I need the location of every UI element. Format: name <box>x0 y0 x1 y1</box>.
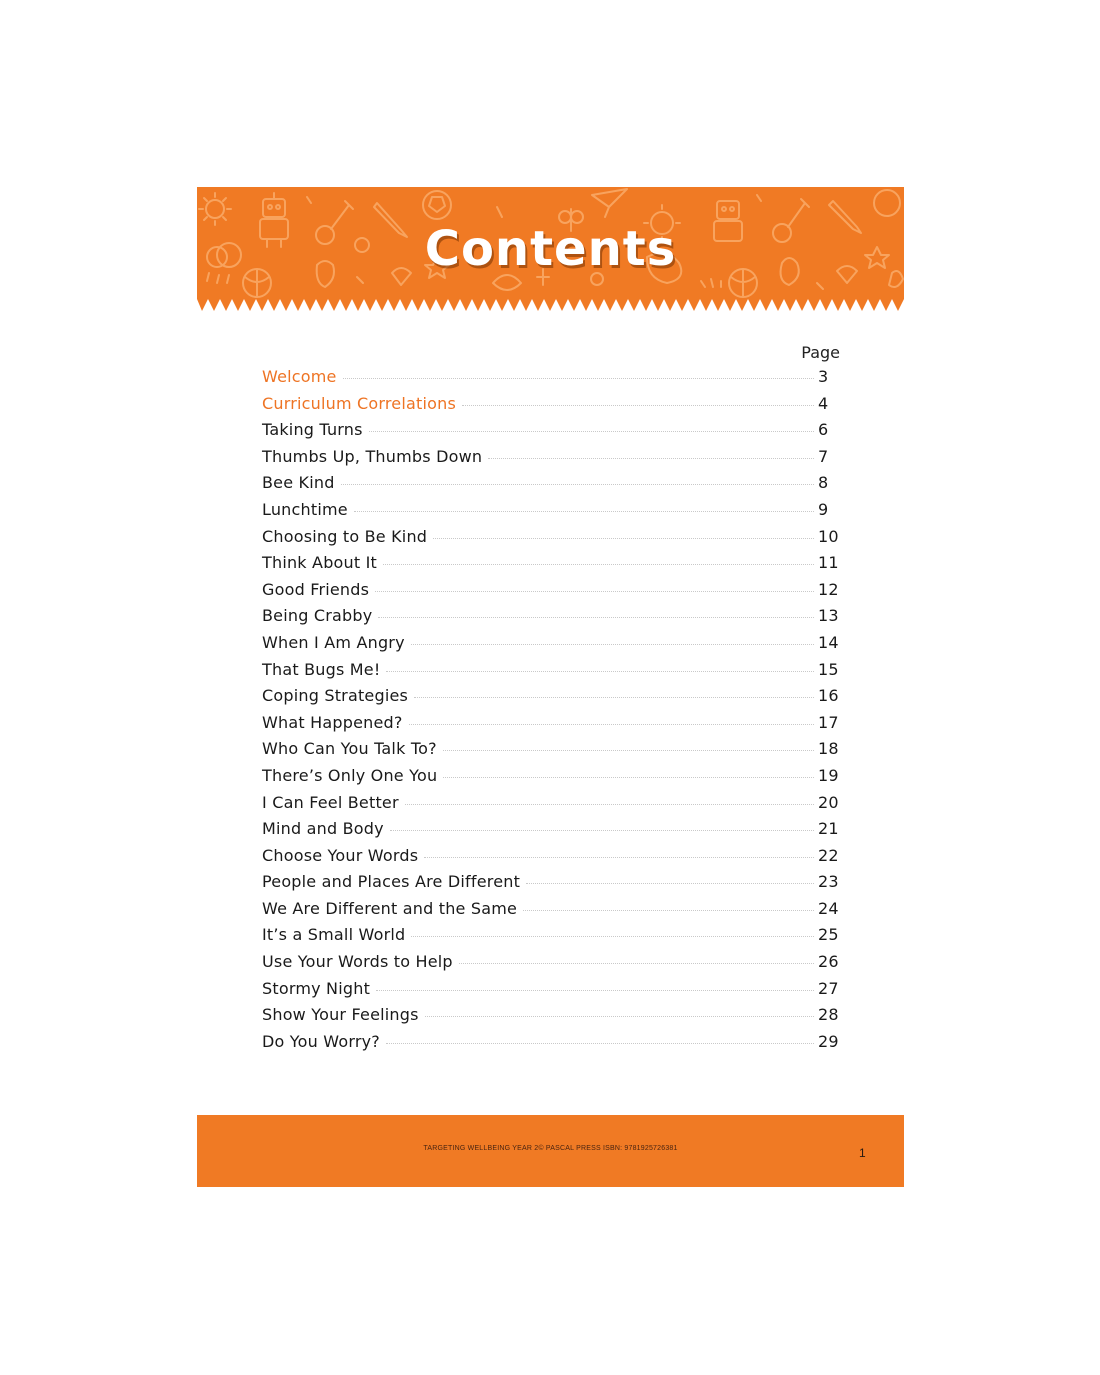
toc-entry-page: 17 <box>818 712 839 732</box>
toc-dot-leader <box>369 431 814 432</box>
toc-dot-leader <box>378 617 814 618</box>
table-of-contents <box>262 367 842 1058</box>
toc-entry-title: Curriculum Correlations <box>262 393 456 413</box>
toc-dot-leader <box>409 724 814 725</box>
toc-dot-leader <box>459 963 814 964</box>
toc-entry-page: 25 <box>818 925 839 945</box>
toc-dot-leader <box>386 1043 814 1044</box>
toc-dot-leader <box>411 644 814 645</box>
toc-entry-page: 28 <box>818 1005 839 1025</box>
toc-entry-page: 15 <box>818 659 839 679</box>
toc-entry-title: We Are Different and the Same <box>262 898 518 918</box>
toc-dot-leader <box>425 1016 814 1017</box>
toc-entry <box>262 500 842 527</box>
toc-entry-title: Who Can You Talk To? <box>262 739 437 759</box>
toc-entry-page: 29 <box>818 1031 839 1051</box>
toc-dot-leader <box>526 883 814 884</box>
toc-entry-title: Think About It <box>262 553 378 573</box>
toc-entry-title: Stormy Night <box>262 978 371 998</box>
toc-entry <box>262 606 842 633</box>
toc-entry-title: Coping Strategies <box>262 686 409 706</box>
toc-dot-leader <box>354 511 814 512</box>
toc-entry-page: 6 <box>818 420 829 440</box>
toc-entry-title: There’s Only One You <box>262 765 438 785</box>
toc-entry <box>262 553 842 580</box>
toc-entry-title: Show Your Feelings <box>262 1005 419 1025</box>
toc-entry-page: 14 <box>818 632 839 652</box>
toc-entry-page: 11 <box>818 553 839 573</box>
toc-entry <box>262 1032 842 1059</box>
toc-entry-page: 27 <box>818 978 839 998</box>
toc-entry <box>262 846 842 873</box>
contents-banner <box>197 187 904 312</box>
toc-entry <box>262 872 842 899</box>
toc-entry <box>262 899 842 926</box>
toc-entry-page: 18 <box>818 739 839 759</box>
toc-dot-leader <box>443 777 814 778</box>
toc-entry <box>262 420 842 447</box>
toc-entry-title: I Can Feel Better <box>262 792 399 812</box>
footer-copyright: TARGETING WELLBEING YEAR 2© PASCAL PRESS ISBN: 9781925726381 <box>423 1145 678 1152</box>
toc-entry-page: 8 <box>818 473 829 493</box>
toc-dot-leader <box>411 936 814 937</box>
toc-dot-leader <box>390 830 814 831</box>
toc-entry <box>262 793 842 820</box>
toc-entry <box>262 686 842 713</box>
toc-entry-title: Choosing to Be Kind <box>262 526 428 546</box>
toc-dot-leader <box>343 378 814 379</box>
toc-entry-title: That Bugs Me! <box>262 659 381 679</box>
toc-entry-page: 9 <box>818 499 829 519</box>
toc-entry <box>262 367 842 394</box>
toc-entry-title: Good Friends <box>262 579 370 599</box>
toc-entry <box>262 766 842 793</box>
toc-entry <box>262 394 842 421</box>
toc-dot-leader <box>523 910 814 911</box>
toc-entry-page: 24 <box>818 898 839 918</box>
toc-entry <box>262 739 842 766</box>
toc-dot-leader <box>462 405 814 406</box>
toc-entry <box>262 819 842 846</box>
toc-entry-page: 16 <box>818 686 839 706</box>
toc-entry-title: Being Crabby <box>262 606 373 626</box>
toc-entry-title: Use Your Words to Help <box>262 952 453 972</box>
toc-dot-leader <box>424 857 814 858</box>
toc-entry-title: Mind and Body <box>262 819 384 839</box>
toc-dot-leader <box>488 458 814 459</box>
toc-entry-title: Thumbs Up, Thumbs Down <box>262 446 483 466</box>
toc-dot-leader <box>383 564 814 565</box>
toc-entry-page: 4 <box>818 393 829 413</box>
toc-entry-page: 20 <box>818 792 839 812</box>
toc-entry <box>262 713 842 740</box>
footer-page-number: 1 <box>859 1146 866 1160</box>
toc-entry <box>262 633 842 660</box>
page-column-heading: Page <box>801 343 840 362</box>
toc-entry <box>262 473 842 500</box>
toc-entry-title: Welcome <box>262 367 337 386</box>
toc-entry-title: When I Am Angry <box>262 632 405 652</box>
toc-entry-page: 7 <box>818 446 829 466</box>
toc-dot-leader <box>341 484 814 485</box>
toc-entry-title: Choose Your Words <box>262 845 419 865</box>
toc-entry-page: 26 <box>818 952 839 972</box>
toc-dot-leader <box>405 804 814 805</box>
toc-entry-page: 22 <box>818 845 839 865</box>
toc-entry <box>262 1005 842 1032</box>
toc-entry-page: 12 <box>818 579 839 599</box>
toc-entry-title: Lunchtime <box>262 499 348 519</box>
toc-entry <box>262 952 842 979</box>
toc-entry <box>262 979 842 1006</box>
toc-entry-page: 13 <box>818 606 839 626</box>
toc-dot-leader <box>414 697 814 698</box>
toc-entry-title: People and Places Are Different <box>262 872 521 892</box>
toc-entry <box>262 580 842 607</box>
toc-entry-page: 3 <box>818 367 829 386</box>
page-title: Contents <box>424 221 677 277</box>
toc-entry-title: Bee Kind <box>262 473 335 493</box>
toc-dot-leader <box>433 538 814 539</box>
toc-entry <box>262 527 842 554</box>
toc-entry-page: 10 <box>818 526 839 546</box>
page-footer <box>197 1115 904 1187</box>
toc-dot-leader <box>443 750 814 751</box>
toc-entry-page: 19 <box>818 765 839 785</box>
toc-entry-page: 23 <box>818 872 839 892</box>
toc-entry-title: It’s a Small World <box>262 925 406 945</box>
toc-dot-leader <box>386 671 814 672</box>
toc-entry-title: What Happened? <box>262 712 403 732</box>
toc-dot-leader <box>376 990 814 991</box>
toc-entry <box>262 925 842 952</box>
toc-entry <box>262 447 842 474</box>
toc-entry-page: 21 <box>818 819 839 839</box>
toc-entry-title: Taking Turns <box>262 420 363 440</box>
toc-dot-leader <box>375 591 814 592</box>
toc-entry-title: Do You Worry? <box>262 1031 380 1051</box>
toc-entry <box>262 660 842 687</box>
